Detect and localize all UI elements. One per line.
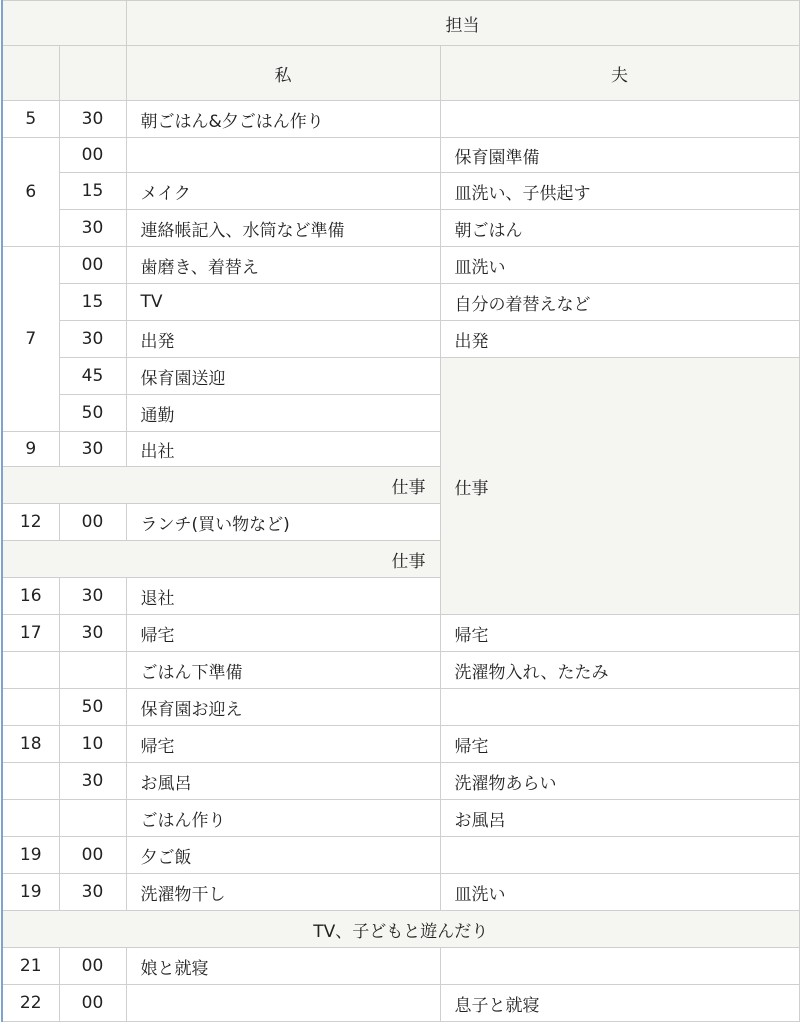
hour-cell: 17 <box>2 615 59 652</box>
table-row <box>2 689 799 726</box>
me-task: ごはん下準備 <box>126 652 440 689</box>
hour-cell: 22 <box>2 985 59 1022</box>
minute-cell: 30 <box>59 874 126 911</box>
husband-work-block: 仕事 <box>440 358 799 615</box>
husband-task <box>440 689 799 726</box>
hour-cell <box>2 800 59 837</box>
header-assignment-group: 担当 <box>126 1 799 46</box>
me-task: ごはん作り <box>126 800 440 837</box>
me-task: お風呂 <box>126 763 440 800</box>
table-row <box>2 874 799 911</box>
me-task: 洗濯物干し <box>126 874 440 911</box>
table-row <box>2 358 799 395</box>
minute-cell: 30 <box>59 432 126 467</box>
me-task: 出社 <box>126 432 440 467</box>
me-task: 夕ご飯 <box>126 837 440 874</box>
me-task: ランチ(買い物など) <box>126 504 440 541</box>
header-minute-cell <box>59 46 126 101</box>
minute-cell: 30 <box>59 615 126 652</box>
minute-cell <box>59 652 126 689</box>
husband-task: 朝ごはん <box>440 210 799 247</box>
table-row <box>2 652 799 689</box>
shared-activity-row: TV、子どもと遊んだり <box>2 911 799 948</box>
work-span-row: 仕事 <box>2 541 440 578</box>
hour-cell <box>2 763 59 800</box>
minute-cell: 30 <box>59 578 126 615</box>
minute-cell: 30 <box>59 210 126 247</box>
table-row <box>2 800 799 837</box>
header-hour-cell <box>2 46 59 101</box>
husband-task: 皿洗い <box>440 247 799 284</box>
me-task: 退社 <box>126 578 440 615</box>
table-row <box>2 284 799 321</box>
table-row <box>2 210 799 247</box>
table-row <box>2 615 799 652</box>
table-row <box>2 101 799 138</box>
husband-task: 帰宅 <box>440 615 799 652</box>
hour-cell: 16 <box>2 578 59 615</box>
minute-cell: 00 <box>59 837 126 874</box>
table-row <box>2 173 799 210</box>
header-row-2 <box>2 46 799 101</box>
hour-cell <box>2 689 59 726</box>
husband-task: 帰宅 <box>440 726 799 763</box>
husband-task: 出発 <box>440 321 799 358</box>
table-row <box>2 763 799 800</box>
minute-cell: 50 <box>59 689 126 726</box>
hour-cell <box>2 652 59 689</box>
minute-cell <box>59 800 126 837</box>
hour-cell: 12 <box>2 504 59 541</box>
me-task: 保育園送迎 <box>126 358 440 395</box>
header-me: 私 <box>126 46 440 101</box>
me-task <box>126 985 440 1022</box>
table-row <box>2 138 799 173</box>
husband-task: 息子と就寝 <box>440 985 799 1022</box>
minute-cell: 00 <box>59 138 126 173</box>
minute-cell: 30 <box>59 763 126 800</box>
me-task: 歯磨き、着替え <box>126 247 440 284</box>
husband-task: 洗濯物入れ、たたみ <box>440 652 799 689</box>
me-task: メイク <box>126 173 440 210</box>
table-row <box>2 247 799 284</box>
work-span-row: 仕事 <box>2 467 440 504</box>
hour-cell: 5 <box>2 101 59 138</box>
header-blank <box>2 1 126 46</box>
me-task: 朝ごはん&夕ごはん作り <box>126 101 440 138</box>
husband-task <box>440 948 799 985</box>
header-husband: 夫 <box>440 46 799 101</box>
husband-task: 自分の着替えなど <box>440 284 799 321</box>
husband-task <box>440 101 799 138</box>
minute-cell: 50 <box>59 395 126 432</box>
minute-cell: 30 <box>59 101 126 138</box>
husband-task: 保育園準備 <box>440 138 799 173</box>
me-task: 連絡帳記入、水筒など準備 <box>126 210 440 247</box>
table-row <box>2 726 799 763</box>
hour-cell: 9 <box>2 432 59 467</box>
hour-cell: 21 <box>2 948 59 985</box>
me-task: 通勤 <box>126 395 440 432</box>
minute-cell: 45 <box>59 358 126 395</box>
minute-cell: 15 <box>59 284 126 321</box>
hour-cell: 7 <box>2 247 59 432</box>
header-row-1 <box>2 1 799 46</box>
minute-cell: 00 <box>59 247 126 284</box>
minute-cell: 15 <box>59 173 126 210</box>
hour-cell: 19 <box>2 874 59 911</box>
husband-task: 洗濯物あらい <box>440 763 799 800</box>
table-row <box>2 985 799 1022</box>
me-task: TV <box>126 284 440 321</box>
minute-cell: 30 <box>59 321 126 358</box>
minute-cell: 00 <box>59 948 126 985</box>
me-task: 帰宅 <box>126 615 440 652</box>
me-task: 娘と就寝 <box>126 948 440 985</box>
husband-task <box>440 837 799 874</box>
table-row <box>2 911 799 948</box>
minute-cell: 00 <box>59 985 126 1022</box>
husband-task: お風呂 <box>440 800 799 837</box>
minute-cell: 00 <box>59 504 126 541</box>
hour-cell: 19 <box>2 837 59 874</box>
me-task: 帰宅 <box>126 726 440 763</box>
table-row <box>2 321 799 358</box>
me-task: 保育園お迎え <box>126 689 440 726</box>
me-task: 出発 <box>126 321 440 358</box>
hour-cell: 18 <box>2 726 59 763</box>
table-row <box>2 837 799 874</box>
minute-cell: 10 <box>59 726 126 763</box>
husband-task: 皿洗い <box>440 874 799 911</box>
hour-cell: 6 <box>2 138 59 247</box>
schedule-table <box>1 0 800 1022</box>
husband-task: 皿洗い、子供起す <box>440 173 799 210</box>
table-row <box>2 948 799 985</box>
me-task <box>126 138 440 173</box>
